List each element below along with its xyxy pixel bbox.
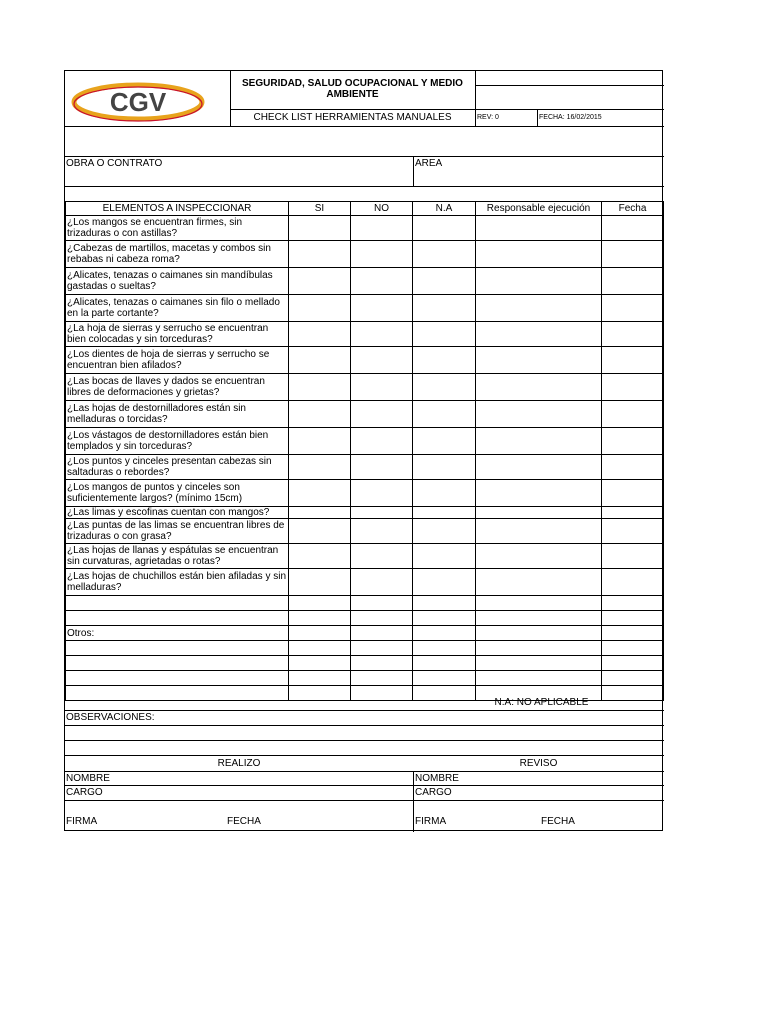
si-cell[interactable] — [289, 428, 351, 455]
blank-cell[interactable] — [289, 671, 351, 686]
blank-cell[interactable] — [413, 626, 476, 641]
checklist-row — [66, 401, 664, 428]
na-cell[interactable] — [413, 455, 476, 480]
blank-row — [66, 641, 664, 656]
si-cell[interactable] — [289, 347, 351, 374]
other-item-cell[interactable] — [66, 686, 289, 701]
cgv-logo — [70, 81, 206, 123]
no-cell[interactable] — [351, 241, 413, 268]
blank-cell[interactable] — [602, 626, 664, 641]
na-cell[interactable] — [413, 216, 476, 241]
si-cell[interactable] — [289, 295, 351, 322]
fecha-cell[interactable] — [602, 347, 664, 374]
na-cell[interactable] — [413, 544, 476, 569]
item-text: ¿Las bocas de llaves y dados se encuentran libres de deformaciones y grietas? — [66, 374, 289, 401]
revision: REV: 0 — [477, 114, 499, 121]
fecha-cell[interactable] — [602, 455, 664, 480]
blank-row — [66, 626, 664, 641]
reviso-cargo: CARGO — [415, 787, 452, 798]
blank-cell[interactable] — [351, 596, 413, 611]
fecha-cell[interactable] — [602, 401, 664, 428]
form-title: SEGURIDAD, SALUD OCUPACIONAL Y MEDIO AMBIENTE — [242, 78, 463, 100]
item-text: ¿Los vástagos de destornilladores están bien templados y sin torceduras? — [66, 428, 289, 455]
responsable-cell[interactable] — [476, 401, 602, 428]
item-text: ¿Las hojas de chuchillos están bien afiladas y sin melladuras? — [66, 569, 289, 596]
blank-cell[interactable] — [413, 656, 476, 671]
realizo-fecha: FECHA — [227, 816, 261, 827]
col-na: N.A — [413, 202, 476, 216]
checklist-row — [66, 268, 664, 295]
other-item-cell[interactable] — [66, 596, 289, 611]
fecha-cell[interactable] — [602, 480, 664, 507]
blank-cell[interactable] — [351, 656, 413, 671]
fecha-cell[interactable] — [602, 428, 664, 455]
issue-date: FECHA: 16/02/2015 — [539, 114, 602, 121]
item-text: ¿Las limas y escofinas cuentan con mangos? — [66, 507, 289, 519]
blank-cell[interactable] — [602, 611, 664, 626]
observaciones-label: OBSERVACIONES: — [66, 712, 155, 723]
blank-cell[interactable] — [602, 656, 664, 671]
responsable-cell[interactable] — [476, 428, 602, 455]
na-cell[interactable] — [413, 519, 476, 544]
checklist-row — [66, 374, 664, 401]
col-no: NO — [351, 202, 413, 216]
blank-row — [66, 596, 664, 611]
item-text: ¿Los puntos y cinceles presentan cabezas sin saltaduras o rebordes? — [66, 455, 289, 480]
blank-cell[interactable] — [289, 626, 351, 641]
no-cell[interactable] — [351, 507, 413, 519]
blank-cell[interactable] — [413, 671, 476, 686]
no-cell[interactable] — [351, 295, 413, 322]
obra-label: OBRA O CONTRATO — [66, 158, 163, 169]
realizo-firma: FIRMA — [66, 816, 98, 827]
no-cell[interactable] — [351, 322, 413, 347]
si-cell[interactable] — [289, 401, 351, 428]
no-cell[interactable] — [351, 401, 413, 428]
item-text: ¿Las puntas de las limas se encuentran libres de trizaduras o con grasa? — [66, 519, 289, 544]
blank-cell[interactable] — [476, 596, 602, 611]
si-cell[interactable] — [289, 480, 351, 507]
si-cell[interactable] — [289, 216, 351, 241]
reviso-label: REVISO — [519, 758, 558, 769]
no-cell[interactable] — [351, 428, 413, 455]
item-text: ¿Alicates, tenazas o caimanes sin filo o mellado en la parte cortante? — [66, 295, 289, 322]
item-text: ¿Cabezas de martillos, macetas y combos sin rebabas ni cabeza roma? — [66, 241, 289, 268]
si-cell[interactable] — [289, 544, 351, 569]
blank-cell[interactable] — [289, 641, 351, 656]
responsable-cell[interactable] — [476, 268, 602, 295]
blank-cell[interactable] — [476, 641, 602, 656]
no-cell[interactable] — [351, 519, 413, 544]
realizo-nombre: NOMBRE — [66, 773, 110, 784]
blank-cell[interactable] — [413, 596, 476, 611]
na-cell[interactable] — [413, 295, 476, 322]
responsable-cell[interactable] — [476, 241, 602, 268]
blank-cell[interactable] — [289, 686, 351, 701]
blank-row — [66, 611, 664, 626]
logo-text: CGV — [109, 87, 167, 117]
col-responsable: Responsable ejecución — [476, 202, 602, 216]
item-text: ¿Los dientes de hoja de sierras y serrucho se encuentran bien afilados? — [66, 347, 289, 374]
other-item-cell[interactable] — [66, 611, 289, 626]
si-cell[interactable] — [289, 268, 351, 295]
si-cell[interactable] — [289, 322, 351, 347]
no-cell[interactable] — [351, 216, 413, 241]
blank-cell[interactable] — [413, 611, 476, 626]
blank-cell[interactable] — [602, 596, 664, 611]
no-cell[interactable] — [351, 268, 413, 295]
checklist-row — [66, 322, 664, 347]
responsable-cell[interactable] — [476, 295, 602, 322]
table-header — [66, 202, 664, 216]
blank-cell[interactable] — [351, 671, 413, 686]
fecha-cell[interactable] — [602, 295, 664, 322]
checklist-row — [66, 455, 664, 480]
item-text: ¿Alicates, tenazas o caimanes sin mandíbulas gastadas o sueltas? — [66, 268, 289, 295]
reviso-firma: FIRMA — [415, 816, 447, 827]
blank-row — [66, 671, 664, 686]
na-cell[interactable] — [413, 507, 476, 519]
blank-cell[interactable] — [351, 611, 413, 626]
no-cell[interactable] — [351, 569, 413, 596]
fecha-cell[interactable] — [602, 507, 664, 519]
reviso-fecha: FECHA — [541, 816, 575, 827]
checklist-row — [66, 569, 664, 596]
responsable-cell[interactable] — [476, 347, 602, 374]
blank-cell[interactable] — [413, 641, 476, 656]
fecha-cell[interactable] — [602, 569, 664, 596]
blank-cell[interactable] — [351, 641, 413, 656]
other-item-cell[interactable] — [66, 671, 289, 686]
no-cell[interactable] — [351, 455, 413, 480]
si-cell[interactable] — [289, 455, 351, 480]
inspection-table — [65, 201, 664, 701]
blank-cell[interactable] — [602, 641, 664, 656]
responsable-cell[interactable] — [476, 374, 602, 401]
si-cell[interactable] — [289, 519, 351, 544]
realizo-label: REALIZO — [217, 758, 261, 769]
na-cell[interactable] — [413, 268, 476, 295]
responsable-cell[interactable] — [476, 480, 602, 507]
responsable-cell[interactable] — [476, 519, 602, 544]
na-cell[interactable] — [413, 347, 476, 374]
no-cell[interactable] — [351, 374, 413, 401]
na-cell[interactable] — [413, 241, 476, 268]
checklist-row — [66, 347, 664, 374]
si-cell[interactable] — [289, 241, 351, 268]
blank-cell[interactable] — [602, 671, 664, 686]
responsable-cell[interactable] — [476, 322, 602, 347]
col-elementos: ELEMENTOS A INSPECCIONAR — [66, 202, 289, 216]
checklist-row — [66, 216, 664, 241]
fecha-cell[interactable] — [602, 216, 664, 241]
na-cell[interactable] — [413, 569, 476, 596]
blank-cell[interactable] — [289, 656, 351, 671]
no-cell[interactable] — [351, 544, 413, 569]
si-cell[interactable] — [289, 569, 351, 596]
na-cell[interactable] — [413, 322, 476, 347]
checklist-row — [66, 480, 664, 507]
fecha-cell[interactable] — [602, 268, 664, 295]
checklist-row — [66, 519, 664, 544]
responsable-cell[interactable] — [476, 455, 602, 480]
responsable-cell[interactable] — [476, 544, 602, 569]
responsable-cell[interactable] — [476, 569, 602, 596]
blank-cell[interactable] — [476, 656, 602, 671]
checklist-row — [66, 507, 664, 519]
si-cell[interactable] — [289, 374, 351, 401]
reviso-nombre: NOMBRE — [415, 773, 459, 784]
col-fecha: Fecha — [602, 202, 664, 216]
form-subtitle: CHECK LIST HERRAMIENTAS MANUALES — [253, 112, 452, 123]
fecha-cell[interactable] — [602, 374, 664, 401]
blank-row — [66, 656, 664, 671]
fecha-cell[interactable] — [602, 544, 664, 569]
blank-cell[interactable] — [476, 626, 602, 641]
otros-label: Otros: — [66, 626, 289, 641]
responsable-cell[interactable] — [476, 216, 602, 241]
item-text: ¿Los mangos de puntos y cinceles son suficientemente largos? (mínimo 15cm) — [66, 480, 289, 507]
col-si: SI — [289, 202, 351, 216]
other-item-cell[interactable] — [66, 641, 289, 656]
item-text: ¿Los mangos se encuentran firmes, sin trizaduras o con astillas? — [66, 216, 289, 241]
item-text: ¿La hoja de sierras y serrucho se encuentran bien colocadas y sin torceduras? — [66, 322, 289, 347]
checklist-row — [66, 544, 664, 569]
na-cell[interactable] — [413, 401, 476, 428]
item-text: ¿Las hojas de destornilladores están sin melladuras o torcidas? — [66, 401, 289, 428]
no-cell[interactable] — [351, 347, 413, 374]
checklist-row — [66, 428, 664, 455]
na-cell[interactable] — [413, 428, 476, 455]
na-cell[interactable] — [413, 480, 476, 507]
no-cell[interactable] — [351, 480, 413, 507]
na-cell[interactable] — [413, 374, 476, 401]
checklist-row — [66, 295, 664, 322]
blank-cell[interactable] — [476, 671, 602, 686]
item-text: ¿Las hojas de llanas y espátulas se encuentran sin curvaturas, agrietadas o rotas? — [66, 544, 289, 569]
other-item-cell[interactable] — [66, 656, 289, 671]
fecha-cell[interactable] — [602, 519, 664, 544]
blank-cell[interactable] — [351, 626, 413, 641]
na-legend: N.A: NO APLICABLE — [494, 697, 589, 708]
fecha-cell[interactable] — [602, 241, 664, 268]
blank-cell[interactable] — [289, 596, 351, 611]
blank-cell[interactable] — [351, 686, 413, 701]
checklist-form — [64, 70, 663, 831]
realizo-cargo: CARGO — [66, 787, 103, 798]
area-label: AREA — [415, 158, 443, 169]
fecha-cell[interactable] — [602, 322, 664, 347]
responsable-cell[interactable] — [476, 507, 602, 519]
checklist-row — [66, 241, 664, 268]
blank-cell[interactable] — [476, 611, 602, 626]
blank-cell[interactable] — [289, 611, 351, 626]
si-cell[interactable] — [289, 507, 351, 519]
